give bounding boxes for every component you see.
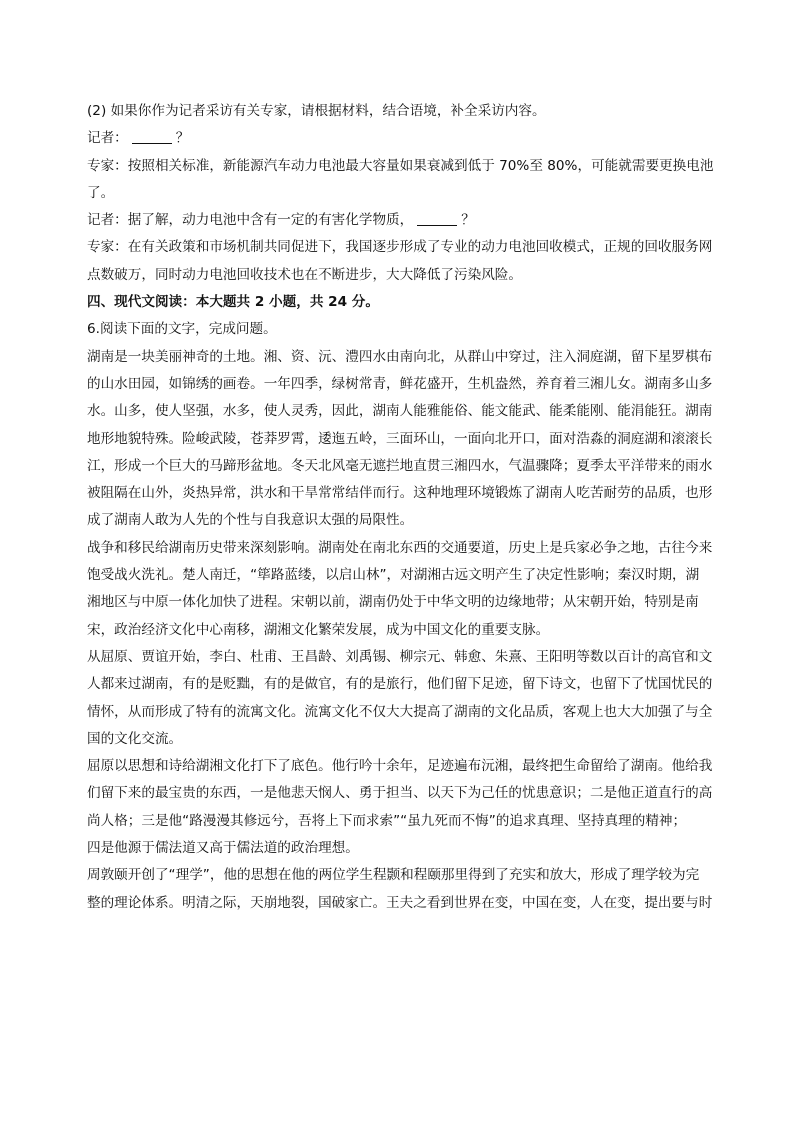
paragraph-line: 周敦颐开创了“理学”，他的思想在他的两位学生程颢和程颐那里得到了充实和放大，形成了理学较为完 <box>87 867 700 884</box>
paragraph-line: 从屈原、贾谊开始，李白、杜甫、王昌龄、刘禹锡、柳宗元、韩愈、朱熹、王阳明等数以百计的高官和文 <box>87 648 713 665</box>
paragraph-1 <box>87 344 719 535</box>
interview-line-expert-2b: 点数破万，同时动力电池回收技术也在不断进步，大大降低了污染风险。 <box>87 266 522 283</box>
interview-line-expert-1b: 了。 <box>87 184 115 201</box>
paragraph-2 <box>87 535 719 644</box>
paragraph-line: 宋，政治经济文化中心南移，湖湘文化繁荣发展，成为中国文化的重要支脉。 <box>87 621 550 638</box>
paragraph-4 <box>87 753 719 862</box>
interview-line-expert-1a: 专家：按照相关标准，新能源汽车动力电池最大容量如果衰减到低于 70%至 80%，可能就需要更换电池 <box>87 157 714 174</box>
q2-prompt: (2) 如果你作为记者采访有关专家，请根据材料，结合语境，补全采访内容。 <box>87 103 546 119</box>
paragraph-line: 的山水田园，如锦绣的画卷。一年四季，绿树常青，鲜花盛开，生机盎然，养育着三湘儿女。湖南多山多 <box>87 375 713 392</box>
paragraph-3 <box>87 644 719 753</box>
question-mark-1: ？ <box>175 130 190 147</box>
paragraph-line: 江，形成一个巨大的马蹄形盆地。冬天北风毫无遮拦地直贯三湘四水，气温骤降；夏季太平洋带来的雨水 <box>87 457 713 474</box>
interview-line-reporter-1 <box>87 125 719 152</box>
reporter-label-2: 记者：据了解，动力电池中含有一定的有害化学物质， <box>87 212 414 229</box>
paragraph-line: 饱受战火洗礼。楚人南迁，“筚路蓝缕，以启山林”，对湖湘古远文明产生了决定性影响；秦汉时期，湖 <box>87 567 700 584</box>
reporter-label-1: 记者： <box>87 130 128 147</box>
paragraph-5 <box>87 862 719 917</box>
paragraph-line: 地形地貌特殊。险峻武陵，苍莽罗霄，逶迤五岭，三面环山，一面向北开口，面对浩淼的洞庭湖和滚滚长 <box>87 430 713 447</box>
paragraph-line: 人都来过湖南，有的是贬黜，有的是做官，有的是旅行，他们留下足迹，留下诗文，也留下了忧国忧民的 <box>87 676 713 693</box>
paragraph-line: 整的理论体系。明清之际，天崩地裂，国破家亡。王夫之看到世界在变，中国在变，人在变，提出要与时 <box>87 894 713 911</box>
paragraph-line: 水。山多，使人坚强，水多，使人灵秀，因此，湖南人能雅能俗、能文能武、能柔能刚、能涓能狂。湖南 <box>87 403 713 420</box>
question-mark-2: ？ <box>461 212 475 229</box>
paragraph-line: 战争和移民给湖南历史带来深刻影响。湖南处在南北东西的交通要道，历史上是兵家必争之地，古往今来 <box>87 539 713 556</box>
paragraph-line: 屈原以思想和诗给湖湘文化打下了底色。他行吟十余年，足迹遍布沅湘，最终把生命留给了湖南。他给我 <box>87 758 713 775</box>
document-page <box>87 98 719 917</box>
answer-blank-2[interactable] <box>417 211 457 226</box>
interview-line-expert-2a: 专家：在有关政策和市场机制共同促进下，我国逐步形成了专业的动力电池回收模式，正规的回收服务网 <box>87 239 713 256</box>
paragraph-line: 湖南是一块美丽神奇的土地。湘、资、沅、澧四水由南向北，从群山中穿过，注入洞庭湖，留下星罗棋布 <box>87 348 713 365</box>
section-heading: 四、现代文阅读：本大题共 2 小题，共 24 分。 <box>87 294 379 311</box>
paragraph-line: 被阻隔在山外，炎热异常，洪水和干旱常常结伴而行。这种地理环境锻炼了湖南人吃苦耐劳的品质，也形 <box>87 485 713 502</box>
paragraph-line: 国的文化交流。 <box>87 730 183 747</box>
paragraph-line: 湘地区与中原一体化加快了进程。宋朝以前，湖南仍处于中华文明的边缘地带；从宋朝开始，特别是南 <box>87 594 699 611</box>
paragraph-line: 情怀，从而形成了特有的流寓文化。流寓文化不仅大大提高了湖南的文化品质，客观上也大大加强了与全 <box>87 703 713 720</box>
interview-line-reporter-2 <box>87 207 719 234</box>
paragraph-line: 成了湖南人敢为人先的个性与自我意识太强的局限性。 <box>87 512 414 529</box>
paragraph-line: 四是他源于儒法道又高于儒法道的政治理想。 <box>87 840 359 857</box>
question-title: 6.阅读下面的文字，完成问题。 <box>87 321 277 338</box>
paragraph-line: 尚人格；三是他“路漫漫其修远兮，吾将上下而求索”“虽九死而不悔”的追求真理、坚持真理的精神； <box>87 812 687 829</box>
answer-blank-1[interactable] <box>132 129 172 144</box>
paragraph-line: 们留下来的最宝贵的东西，一是他悲天悯人、勇于担当、以天下为己任的忧患意识；二是他正道直行的高 <box>87 785 713 802</box>
